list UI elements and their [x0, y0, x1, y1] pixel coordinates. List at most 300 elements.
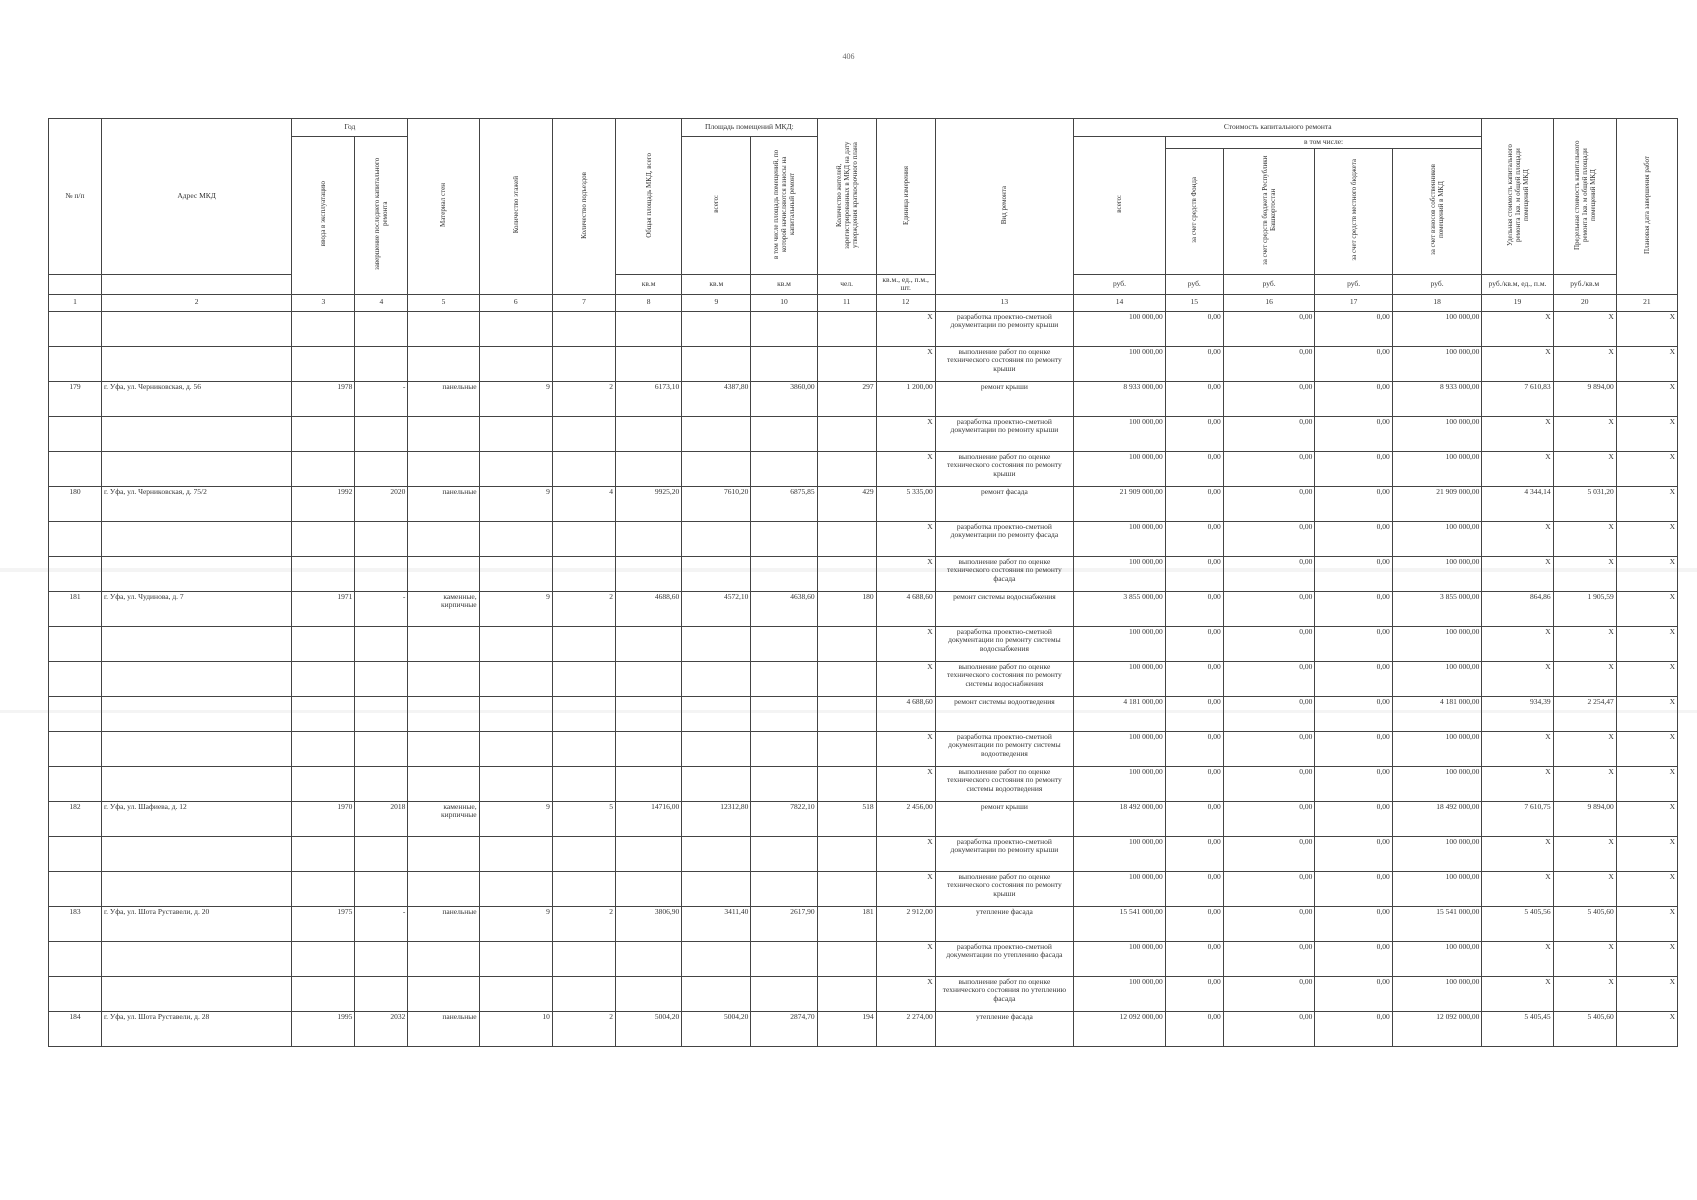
row-fund: 0,00	[1165, 556, 1223, 591]
row-residents	[817, 696, 876, 731]
row-total-area	[616, 346, 682, 381]
table-row	[49, 871, 1678, 906]
row-plan-date: X	[1616, 556, 1677, 591]
row-owners: 100 000,00	[1392, 311, 1482, 346]
header-year-commission: ввода в эксплуатацию	[292, 137, 355, 295]
row-rb-budget: 0,00	[1223, 941, 1315, 976]
row-entrances	[552, 626, 615, 661]
table-body	[49, 311, 1678, 1046]
row-address	[101, 941, 291, 976]
row-cost-total: 100 000,00	[1074, 416, 1166, 451]
row-residents	[817, 451, 876, 486]
row-fund: 0,00	[1165, 906, 1223, 941]
row-local-budget: 0,00	[1315, 801, 1392, 836]
row-year-last-repair: -	[355, 906, 408, 941]
header-total-area: Общая площадь МКД, всего	[616, 119, 682, 275]
row-entrances: 2	[552, 591, 615, 626]
row-max-cost: 5 405,60	[1553, 1011, 1616, 1046]
row-fund: 0,00	[1165, 836, 1223, 871]
row-address	[101, 766, 291, 801]
row-cost-total: 100 000,00	[1074, 941, 1166, 976]
row-wall-material	[408, 941, 479, 976]
row-year-last-repair: -	[355, 381, 408, 416]
row-unit-cost: 7 610,75	[1482, 801, 1553, 836]
row-rb-budget: 0,00	[1223, 1011, 1315, 1046]
row-floors: 9	[479, 801, 552, 836]
row-max-cost: X	[1553, 976, 1616, 1011]
unit-unit-cost: руб./кв.м, ед., п.м.	[1482, 274, 1553, 294]
row-entrances	[552, 346, 615, 381]
header-unit-empty-2	[101, 274, 291, 294]
column-number: 11	[817, 294, 876, 311]
row-owners: 100 000,00	[1392, 731, 1482, 766]
row-year-commission	[292, 766, 355, 801]
row-unit: 2 274,00	[876, 1011, 935, 1046]
row-premises-fees	[751, 626, 817, 661]
row-entrances: 5	[552, 801, 615, 836]
row-total-area: 9925,20	[616, 486, 682, 521]
row-local-budget: 0,00	[1315, 626, 1392, 661]
row-num	[49, 626, 102, 661]
row-num: 183	[49, 906, 102, 941]
table-row	[49, 941, 1678, 976]
row-unit: X	[876, 346, 935, 381]
row-year-last-repair	[355, 521, 408, 556]
column-number: 15	[1165, 294, 1223, 311]
row-unit-cost: X	[1482, 451, 1553, 486]
row-unit-cost: X	[1482, 731, 1553, 766]
row-unit: 5 335,00	[876, 486, 935, 521]
row-year-commission	[292, 416, 355, 451]
row-max-cost: X	[1553, 346, 1616, 381]
row-num	[49, 766, 102, 801]
row-owners: 100 000,00	[1392, 521, 1482, 556]
row-repair-type: утепление фасада	[935, 1011, 1073, 1046]
row-wall-material: каменные, кирпичные	[408, 591, 479, 626]
row-entrances	[552, 521, 615, 556]
row-repair-type: разработка проектно-сметной документации по утеплению фасада	[935, 941, 1073, 976]
row-max-cost: X	[1553, 836, 1616, 871]
header-plan-date: Плановая дата завершения работ	[1616, 119, 1677, 295]
row-rb-budget: 0,00	[1223, 556, 1315, 591]
row-cost-total: 4 181 000,00	[1074, 696, 1166, 731]
row-residents	[817, 976, 876, 1011]
table-row	[49, 311, 1678, 346]
row-total-area: 6173,10	[616, 381, 682, 416]
row-unit-cost: X	[1482, 941, 1553, 976]
row-floors	[479, 941, 552, 976]
row-residents	[817, 731, 876, 766]
row-repair-type: выполнение работ по оценке технического состояния по ремонту фасада	[935, 556, 1073, 591]
row-unit: X	[876, 521, 935, 556]
row-entrances	[552, 661, 615, 696]
header-premises-fees: в том числе площадь помещений, по которой начисляются взносы на капитальный ремонт	[751, 137, 817, 275]
row-num	[49, 521, 102, 556]
header-entrances: Количество подъездов	[552, 119, 615, 295]
unit-rb-budget: руб.	[1223, 274, 1315, 294]
table-row	[49, 416, 1678, 451]
row-unit: X	[876, 766, 935, 801]
table-row	[49, 556, 1678, 591]
row-owners: 100 000,00	[1392, 871, 1482, 906]
row-address	[101, 661, 291, 696]
row-premises-fees	[751, 661, 817, 696]
row-premises-fees	[751, 941, 817, 976]
row-unit: X	[876, 731, 935, 766]
row-unit-cost: X	[1482, 556, 1553, 591]
row-floors	[479, 766, 552, 801]
row-year-commission: 1970	[292, 801, 355, 836]
row-premises-total: 7610,20	[682, 486, 751, 521]
row-max-cost: 9 894,00	[1553, 801, 1616, 836]
row-premises-total	[682, 416, 751, 451]
row-repair-type: выполнение работ по оценке технического состояния по ремонту системы водоснабжения	[935, 661, 1073, 696]
row-unit: X	[876, 941, 935, 976]
row-repair-type: ремонт системы водоснабжения	[935, 591, 1073, 626]
row-repair-type: разработка проектно-сметной документации по ремонту крыши	[935, 836, 1073, 871]
row-fund: 0,00	[1165, 521, 1223, 556]
row-unit-cost: X	[1482, 871, 1553, 906]
row-fund: 0,00	[1165, 696, 1223, 731]
row-fund: 0,00	[1165, 346, 1223, 381]
row-local-budget: 0,00	[1315, 906, 1392, 941]
repair-plan-table	[48, 118, 1678, 1047]
column-number-row	[49, 294, 1678, 311]
row-wall-material	[408, 731, 479, 766]
row-floors	[479, 976, 552, 1011]
table-row	[49, 451, 1678, 486]
row-cost-total: 100 000,00	[1074, 976, 1166, 1011]
row-local-budget: 0,00	[1315, 731, 1392, 766]
row-entrances	[552, 731, 615, 766]
row-total-area	[616, 661, 682, 696]
row-floors	[479, 521, 552, 556]
header-rb-budget: за счет средств бюджета Республики Башкортостан	[1223, 149, 1315, 275]
row-max-cost: X	[1553, 731, 1616, 766]
row-local-budget: 0,00	[1315, 381, 1392, 416]
row-num: 181	[49, 591, 102, 626]
row-unit: X	[876, 311, 935, 346]
row-premises-total	[682, 346, 751, 381]
table-row	[49, 661, 1678, 696]
row-owners: 100 000,00	[1392, 451, 1482, 486]
header-num: № п/п	[49, 119, 102, 275]
row-residents	[817, 871, 876, 906]
row-wall-material: панельные	[408, 1011, 479, 1046]
row-repair-type: разработка проектно-сметной документации по ремонту фасада	[935, 521, 1073, 556]
row-year-commission: 1975	[292, 906, 355, 941]
header-address: Адрес МКД	[101, 119, 291, 275]
row-address	[101, 696, 291, 731]
row-plan-date: X	[1616, 836, 1677, 871]
row-wall-material	[408, 311, 479, 346]
row-wall-material: панельные	[408, 906, 479, 941]
row-unit: X	[876, 556, 935, 591]
header-repair-type: Вид ремонта	[935, 119, 1073, 295]
row-max-cost: X	[1553, 626, 1616, 661]
column-number: 2	[101, 294, 291, 311]
header-floors: Количество этажей	[479, 119, 552, 295]
row-floors: 10	[479, 1011, 552, 1046]
row-year-commission: 1992	[292, 486, 355, 521]
row-owners: 100 000,00	[1392, 661, 1482, 696]
row-wall-material	[408, 556, 479, 591]
row-plan-date: X	[1616, 381, 1677, 416]
row-floors	[479, 871, 552, 906]
row-address: г. Уфа, ул. Черниковская, д. 75/2	[101, 486, 291, 521]
row-rb-budget: 0,00	[1223, 696, 1315, 731]
row-rb-budget: 0,00	[1223, 731, 1315, 766]
row-owners: 4 181 000,00	[1392, 696, 1482, 731]
row-floors	[479, 626, 552, 661]
row-total-area	[616, 731, 682, 766]
row-entrances	[552, 556, 615, 591]
row-year-last-repair	[355, 696, 408, 731]
row-floors: 9	[479, 486, 552, 521]
row-owners: 3 855 000,00	[1392, 591, 1482, 626]
row-local-budget: 0,00	[1315, 416, 1392, 451]
row-rb-budget: 0,00	[1223, 591, 1315, 626]
row-plan-date: X	[1616, 1011, 1677, 1046]
row-wall-material	[408, 871, 479, 906]
row-entrances	[552, 836, 615, 871]
row-unit: 4 688,60	[876, 591, 935, 626]
header-year-last-repair: завершение последнего капитального ремонта	[355, 137, 408, 295]
row-cost-total: 100 000,00	[1074, 346, 1166, 381]
table-row	[49, 731, 1678, 766]
column-number: 19	[1482, 294, 1553, 311]
row-rb-budget: 0,00	[1223, 486, 1315, 521]
row-premises-fees	[751, 556, 817, 591]
row-repair-type: выполнение работ по оценке технического состояния по ремонту крыши	[935, 871, 1073, 906]
table-row	[49, 381, 1678, 416]
row-fund: 0,00	[1165, 871, 1223, 906]
row-residents	[817, 941, 876, 976]
row-wall-material	[408, 451, 479, 486]
row-residents	[817, 521, 876, 556]
column-number: 8	[616, 294, 682, 311]
row-premises-fees	[751, 311, 817, 346]
row-num	[49, 451, 102, 486]
unit-premises-total: кв.м	[682, 274, 751, 294]
row-wall-material	[408, 521, 479, 556]
row-cost-total: 21 909 000,00	[1074, 486, 1166, 521]
row-owners: 18 492 000,00	[1392, 801, 1482, 836]
row-rb-budget: 0,00	[1223, 626, 1315, 661]
row-cost-total: 100 000,00	[1074, 661, 1166, 696]
row-cost-total: 100 000,00	[1074, 451, 1166, 486]
row-num	[49, 311, 102, 346]
row-local-budget: 0,00	[1315, 871, 1392, 906]
table-row	[49, 976, 1678, 1011]
row-year-commission	[292, 521, 355, 556]
row-year-last-repair: 2032	[355, 1011, 408, 1046]
unit-local-budget: руб.	[1315, 274, 1392, 294]
row-premises-fees	[751, 836, 817, 871]
row-year-last-repair	[355, 731, 408, 766]
row-total-area	[616, 766, 682, 801]
row-year-last-repair	[355, 941, 408, 976]
row-local-budget: 0,00	[1315, 766, 1392, 801]
row-owners: 100 000,00	[1392, 941, 1482, 976]
row-premises-total: 5004,20	[682, 1011, 751, 1046]
row-rb-budget: 0,00	[1223, 906, 1315, 941]
row-max-cost: X	[1553, 871, 1616, 906]
column-number: 21	[1616, 294, 1677, 311]
row-unit: 1 200,00	[876, 381, 935, 416]
table-row	[49, 591, 1678, 626]
row-residents: 297	[817, 381, 876, 416]
row-premises-total	[682, 941, 751, 976]
row-num	[49, 696, 102, 731]
row-year-commission	[292, 311, 355, 346]
header-owners: за счет взносов собственников помещений в МКД	[1392, 149, 1482, 275]
row-fund: 0,00	[1165, 381, 1223, 416]
row-num	[49, 836, 102, 871]
row-cost-total: 12 092 000,00	[1074, 1011, 1166, 1046]
row-floors: 9	[479, 381, 552, 416]
row-year-commission	[292, 696, 355, 731]
row-cost-total: 100 000,00	[1074, 871, 1166, 906]
row-plan-date: X	[1616, 976, 1677, 1011]
row-num: 184	[49, 1011, 102, 1046]
unit-measure: кв.м., ед., п.м., шт.	[876, 274, 935, 294]
row-premises-total	[682, 696, 751, 731]
row-rb-budget: 0,00	[1223, 416, 1315, 451]
row-plan-date: X	[1616, 451, 1677, 486]
row-wall-material: каменные, кирпичные	[408, 801, 479, 836]
row-unit: X	[876, 416, 935, 451]
row-cost-total: 100 000,00	[1074, 311, 1166, 346]
row-fund: 0,00	[1165, 486, 1223, 521]
row-plan-date: X	[1616, 906, 1677, 941]
row-wall-material: панельные	[408, 486, 479, 521]
row-entrances: 4	[552, 486, 615, 521]
row-repair-type: ремонт крыши	[935, 381, 1073, 416]
row-floors: 9	[479, 906, 552, 941]
row-unit: 2 456,00	[876, 801, 935, 836]
row-fund: 0,00	[1165, 1011, 1223, 1046]
column-number: 12	[876, 294, 935, 311]
row-wall-material: панельные	[408, 381, 479, 416]
row-local-budget: 0,00	[1315, 941, 1392, 976]
row-unit: X	[876, 976, 935, 1011]
row-residents	[817, 311, 876, 346]
row-plan-date: X	[1616, 486, 1677, 521]
row-year-last-repair	[355, 416, 408, 451]
row-num	[49, 346, 102, 381]
row-max-cost: X	[1553, 451, 1616, 486]
row-repair-type: разработка проектно-сметной документации по ремонту крыши	[935, 416, 1073, 451]
row-max-cost: 9 894,00	[1553, 381, 1616, 416]
row-cost-total: 8 933 000,00	[1074, 381, 1166, 416]
column-number: 7	[552, 294, 615, 311]
row-max-cost: X	[1553, 556, 1616, 591]
header-wall-material: Материал стен	[408, 119, 479, 295]
row-rb-budget: 0,00	[1223, 766, 1315, 801]
row-plan-date: X	[1616, 311, 1677, 346]
row-unit-cost: 7 610,83	[1482, 381, 1553, 416]
row-unit: X	[876, 626, 935, 661]
row-unit-cost: X	[1482, 661, 1553, 696]
row-entrances: 2	[552, 1011, 615, 1046]
row-premises-total	[682, 451, 751, 486]
column-number: 14	[1074, 294, 1166, 311]
row-premises-fees	[751, 731, 817, 766]
row-entrances: 2	[552, 906, 615, 941]
row-residents	[817, 556, 876, 591]
row-repair-type: выполнение работ по оценке технического состояния по ремонту крыши	[935, 346, 1073, 381]
row-local-budget: 0,00	[1315, 451, 1392, 486]
row-residents: 194	[817, 1011, 876, 1046]
row-total-area: 14716,00	[616, 801, 682, 836]
row-year-last-repair	[355, 346, 408, 381]
row-premises-total	[682, 661, 751, 696]
row-year-commission	[292, 976, 355, 1011]
row-cost-total: 100 000,00	[1074, 626, 1166, 661]
row-premises-total	[682, 731, 751, 766]
row-plan-date: X	[1616, 871, 1677, 906]
row-owners: 100 000,00	[1392, 976, 1482, 1011]
row-max-cost: 5 031,20	[1553, 486, 1616, 521]
row-owners: 100 000,00	[1392, 626, 1482, 661]
row-total-area	[616, 696, 682, 731]
row-unit: X	[876, 661, 935, 696]
row-premises-total: 3411,40	[682, 906, 751, 941]
row-num	[49, 871, 102, 906]
row-num: 180	[49, 486, 102, 521]
row-unit-cost: X	[1482, 311, 1553, 346]
table-row	[49, 696, 1678, 731]
row-residents	[817, 346, 876, 381]
row-unit: X	[876, 451, 935, 486]
row-max-cost: X	[1553, 661, 1616, 696]
row-plan-date: X	[1616, 731, 1677, 766]
row-premises-total	[682, 556, 751, 591]
row-premises-total: 4387,80	[682, 381, 751, 416]
row-total-area	[616, 941, 682, 976]
row-plan-date: X	[1616, 661, 1677, 696]
row-entrances	[552, 451, 615, 486]
row-cost-total: 18 492 000,00	[1074, 801, 1166, 836]
row-plan-date: X	[1616, 346, 1677, 381]
row-residents	[817, 626, 876, 661]
row-unit: X	[876, 871, 935, 906]
row-total-area	[616, 556, 682, 591]
row-rb-budget: 0,00	[1223, 976, 1315, 1011]
table-row	[49, 766, 1678, 801]
row-year-commission	[292, 731, 355, 766]
row-max-cost: X	[1553, 766, 1616, 801]
row-premises-total	[682, 766, 751, 801]
row-total-area	[616, 451, 682, 486]
row-plan-date: X	[1616, 941, 1677, 976]
column-number: 9	[682, 294, 751, 311]
row-owners: 100 000,00	[1392, 836, 1482, 871]
row-unit-cost: X	[1482, 976, 1553, 1011]
row-local-budget: 0,00	[1315, 836, 1392, 871]
row-premises-total	[682, 521, 751, 556]
row-cost-total: 100 000,00	[1074, 556, 1166, 591]
row-total-area	[616, 976, 682, 1011]
row-rb-budget: 0,00	[1223, 521, 1315, 556]
row-wall-material	[408, 661, 479, 696]
row-max-cost: 1 905,59	[1553, 591, 1616, 626]
header-cost-group: Стоимость капитального ремонта	[1074, 119, 1482, 137]
row-wall-material	[408, 346, 479, 381]
row-cost-total: 15 541 000,00	[1074, 906, 1166, 941]
row-floors	[479, 416, 552, 451]
